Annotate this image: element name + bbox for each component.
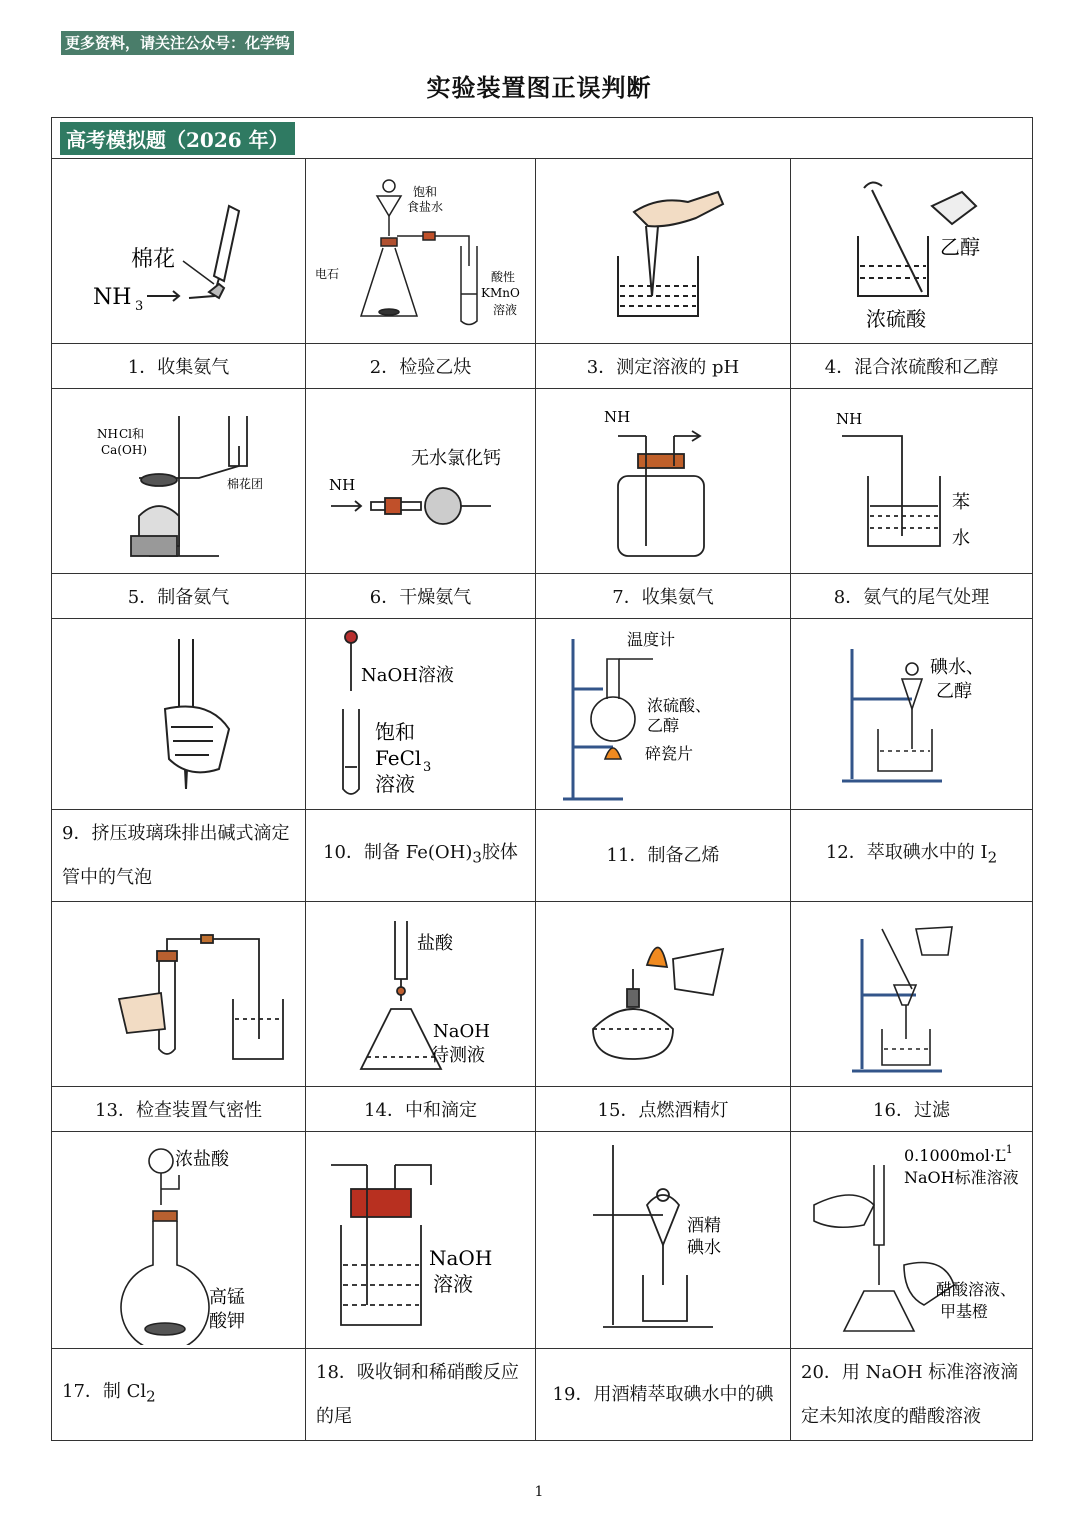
label-test-liquid: 待测液 <box>430 1045 485 1066</box>
figure-16-diagram <box>812 909 1012 1079</box>
caption-17-subscript: 2 <box>146 1387 156 1406</box>
label-iodine-water: 碘水 <box>687 1238 721 1258</box>
label-nh3: NH <box>835 410 862 428</box>
caption-1: 1．收集氨气 <box>52 344 306 389</box>
figure-2-diagram <box>311 166 531 336</box>
label-nh3: NH <box>604 408 631 426</box>
section-label: 高考模拟题（2026 年） <box>60 122 295 155</box>
label-nh4cl-2: Cl和 <box>118 427 144 441</box>
figure-19-diagram <box>563 1135 763 1345</box>
caption-20: 20．用 NaOH 标准溶液滴定未知浓度的醋酸溶液 <box>791 1349 1033 1441</box>
caption-17 <box>52 1349 306 1441</box>
figure-6-diagram <box>321 396 521 566</box>
label-solution: 溶液 <box>374 772 415 796</box>
figure-7-diagram <box>588 396 738 566</box>
caption-12-text: 12．萃取碘水中的 I <box>825 842 988 864</box>
label-nh3: NH <box>92 285 131 310</box>
label-porcelain-chips: 碎瓷片 <box>645 744 694 763</box>
figure-1 <box>52 159 306 344</box>
caption-6: 6．干燥氨气 <box>306 574 536 619</box>
figure-3 <box>536 159 791 344</box>
label-kmno4-c: 溶液 <box>492 303 517 317</box>
label-nh4cl: NH <box>96 427 118 441</box>
figure-9 <box>52 619 306 810</box>
figure-20-diagram <box>794 1135 1030 1345</box>
figure-7 <box>536 389 791 574</box>
figure-8-diagram <box>812 396 1012 566</box>
figure-10-diagram <box>321 619 521 809</box>
label-standard-naoh: NaOH标准溶液 <box>903 1168 1019 1187</box>
label-alcohol: 酒精 <box>687 1216 721 1236</box>
caption-10-text: 10．制备 Fe(OH) <box>323 842 473 864</box>
caption-17-text: 17．制 Cl <box>62 1381 147 1403</box>
figure-5-diagram <box>79 396 279 566</box>
subscript-3: 3 <box>422 760 431 775</box>
figure-10 <box>306 619 536 810</box>
caption-11: 11．制备乙烯 <box>536 810 791 902</box>
figure-14 <box>306 902 536 1087</box>
caption-16: 16．过滤 <box>791 1087 1033 1132</box>
figure-16 <box>791 902 1033 1087</box>
label-iodine-water: 碘水、 <box>929 657 984 678</box>
figure-3-diagram <box>588 166 738 336</box>
label-concentration: 0.1000mol·L <box>903 1146 1006 1165</box>
label-saturated: 饱和 <box>374 720 415 744</box>
figure-2 <box>306 159 536 344</box>
page-number: 1 <box>534 1484 544 1500</box>
label-cotton-ball: 棉花团 <box>226 477 263 491</box>
apparatus-table <box>51 117 1033 1441</box>
label-methyl-orange: 甲基橙 <box>939 1302 988 1321</box>
figure-17 <box>52 1132 306 1349</box>
caption-2: 2．检验乙炔 <box>306 344 536 389</box>
caption-14: 14．中和滴定 <box>306 1087 536 1132</box>
figure-12-diagram <box>812 619 1012 809</box>
figure-15-diagram <box>563 909 763 1079</box>
promo-banner: 更多资料，请关注公众号：化学钨 <box>61 31 294 55</box>
caption-10-tail: 胶体 <box>481 842 518 864</box>
label-fecl: FeCl <box>374 746 421 770</box>
figure-18 <box>306 1132 536 1349</box>
caption-7: 7．收集氨气 <box>536 574 791 619</box>
caption-3: 3．测定溶液的 pH <box>536 344 791 389</box>
label-carbide: 电石 <box>314 267 339 281</box>
label-caoh2: Ca(OH) <box>100 443 147 457</box>
label-conc-acid: 浓硫酸 <box>865 307 926 331</box>
figure-4 <box>791 159 1033 344</box>
label-kmno4-b: 酸钾 <box>208 1311 245 1332</box>
figure-15 <box>536 902 791 1087</box>
figure-5 <box>52 389 306 574</box>
figure-12 <box>791 619 1033 810</box>
figure-20 <box>791 1132 1033 1349</box>
label-thermometer: 温度计 <box>627 630 676 649</box>
caption-18: 18．吸收铜和稀硝酸反应的尾 <box>306 1349 536 1441</box>
label-kmno4-a: 酸性 <box>490 270 515 284</box>
figure-9-diagram <box>79 619 279 809</box>
superscript-minus-1: -1 <box>1001 1143 1013 1156</box>
caption-15: 15．点燃酒精灯 <box>536 1087 791 1132</box>
page-title: 实验装置图正误判断 <box>426 73 652 102</box>
figure-8 <box>791 389 1033 574</box>
section-header <box>52 118 1033 159</box>
caption-8: 8．氨气的尾气处理 <box>791 574 1033 619</box>
figure-18-diagram <box>321 1135 521 1345</box>
figure-1-diagram <box>79 166 279 336</box>
label-conc-hcl: 浓盐酸 <box>174 1149 229 1170</box>
caption-9: 9．挤压玻璃珠排出碱式滴定管中的气泡 <box>52 810 306 902</box>
figure-19 <box>536 1132 791 1349</box>
caption-12-subscript: 2 <box>987 848 998 867</box>
subscript-3: 3 <box>134 299 143 314</box>
caption-10 <box>306 810 536 902</box>
caption-12 <box>791 810 1033 902</box>
label-conc-acid: 浓硫酸、 <box>647 696 712 715</box>
label-naoh-solution: NaOH溶液 <box>360 665 454 686</box>
label-benzene: 苯 <box>951 492 970 513</box>
label-kmno4-a: 高锰 <box>208 1287 245 1308</box>
caption-13: 13．检查装置气密性 <box>52 1087 306 1132</box>
label-ethanol: 乙醇 <box>935 681 972 702</box>
caption-19: 19．用酒精萃取碘水中的碘 <box>536 1349 791 1441</box>
label-acetic-acid: 醋酸溶液、 <box>935 1280 1016 1299</box>
label-naoh: NaOH <box>432 1021 490 1042</box>
caption-5: 5．制备氨气 <box>52 574 306 619</box>
figure-11 <box>536 619 791 810</box>
label-ethanol: 乙醇 <box>939 235 980 259</box>
caption-4: 4．混合浓硫酸和乙醇 <box>791 344 1033 389</box>
label-solution: 溶液 <box>432 1272 473 1296</box>
label-cacl2: 无水氯化钙 <box>410 448 501 469</box>
label-naoh: NaOH <box>428 1246 492 1270</box>
label-kmno4-b: KMnO <box>480 286 520 300</box>
caption-10-subscript: 3 <box>472 848 482 867</box>
label-water: 水 <box>951 528 970 549</box>
figure-17-diagram <box>79 1135 279 1345</box>
label-saline: 饱和 <box>412 185 437 199</box>
figure-13 <box>52 902 306 1087</box>
figure-11-diagram <box>553 619 773 809</box>
figure-6 <box>306 389 536 574</box>
label-cotton: 棉花 <box>130 247 175 272</box>
figure-14-diagram <box>321 909 521 1079</box>
label-nh3: NH <box>328 476 355 494</box>
label-ethanol: 乙醇 <box>647 716 680 735</box>
figure-13-diagram <box>69 909 289 1079</box>
figure-4-diagram <box>812 166 1012 336</box>
label-hcl: 盐酸 <box>416 933 453 954</box>
label-saline-2: 食盐水 <box>406 200 443 214</box>
